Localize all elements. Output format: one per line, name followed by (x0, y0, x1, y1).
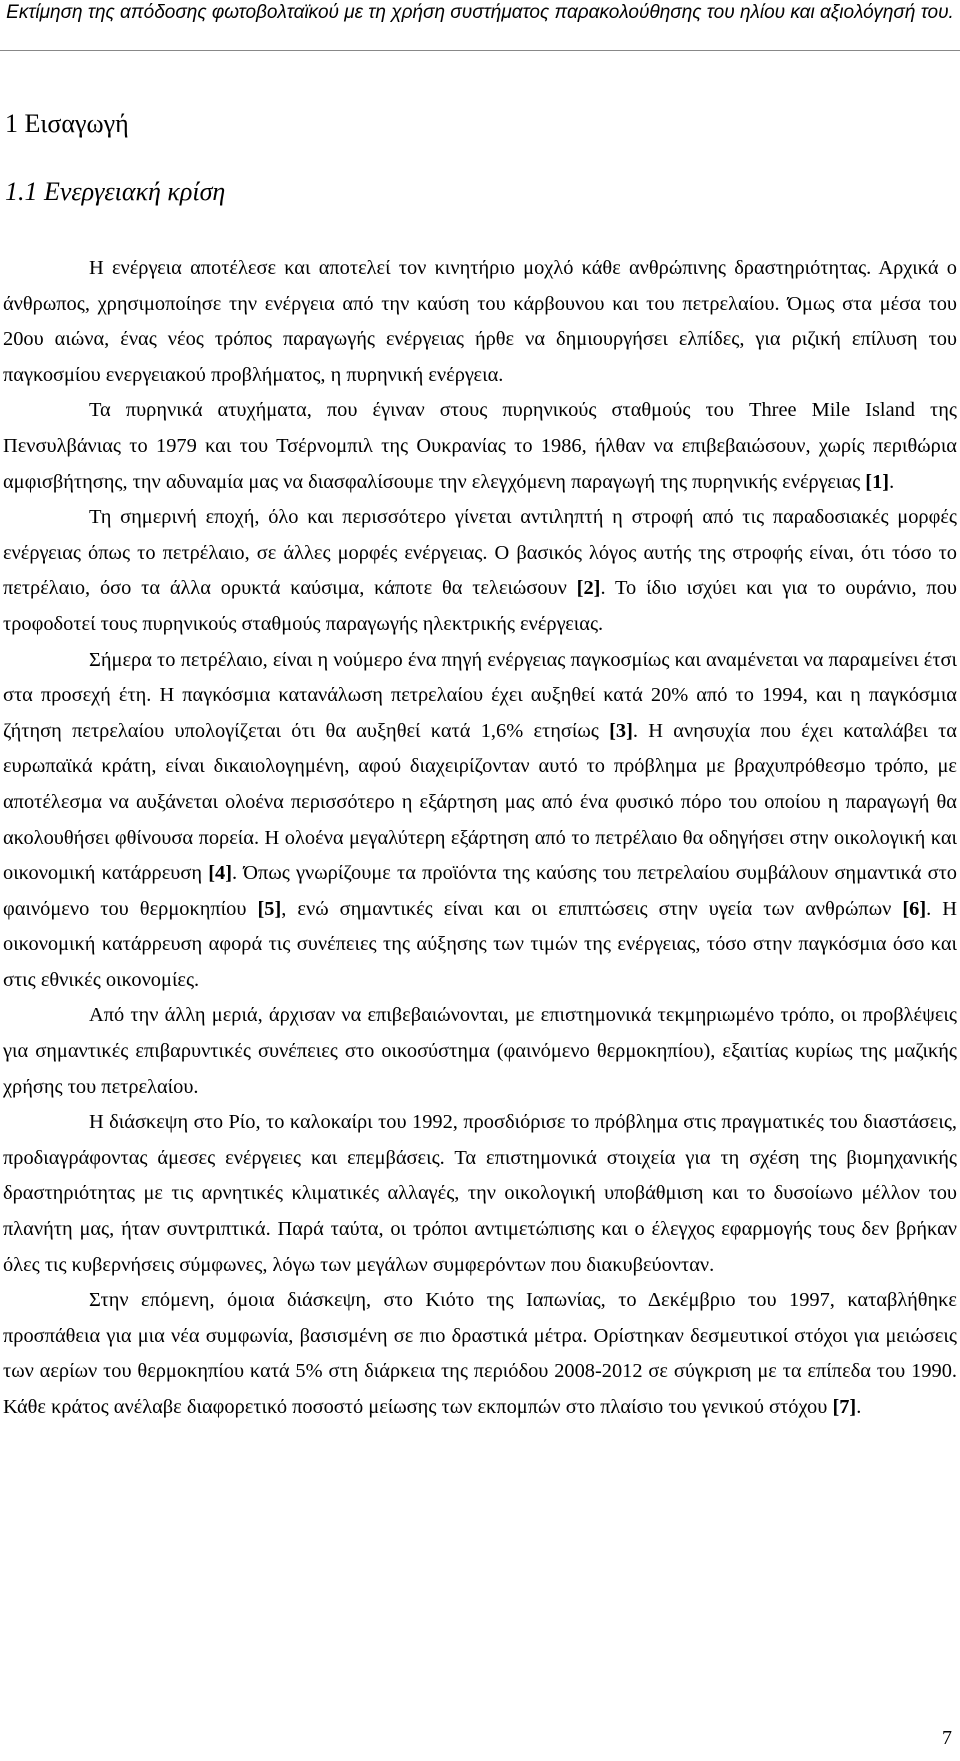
citation-ref: [4] (208, 862, 232, 885)
subsection-heading: 1.1 Ενεργειακή κρίση (5, 177, 226, 206)
paragraph (3, 393, 957, 500)
running-header-title: Εκτίμηση της απόδοσης φωτοβολταϊκού με τη χρήση συστήματος παρακολούθησης του ηλίου και αξιολόγησή του. (6, 2, 954, 23)
paragraph (3, 643, 957, 999)
citation-ref: [1] (865, 470, 890, 493)
text-run: . (889, 470, 895, 493)
text-run: . Το ίδιο ισχύει και για το ουράνιο, που τροφοδοτεί τους πυρηνικούς σταθμούς παραγωγής ηλεκτρικής ενέργειας. (3, 577, 957, 635)
text-run: Τα πυρηνικά ατυχήματα, που έγιναν στους πυρηνικούς σταθμούς του Three Mile Island της Πενσυλβάνιας το 1979 και του Τσέρνομπιλ της Ουκρανίας το 1986, ήλθαν να επιβεβαιώσουν, χωρίς περιθώρια αμφισβήτησης, την αδυναμία μας να διασφαλίσουμε την ελεγχόμενη παραγωγή της πυρηνικής ενέργειας (3, 399, 957, 493)
paragraph (3, 500, 957, 642)
citation-ref: [6] (902, 897, 927, 920)
text-run: . Όπως γνωρίζουμε τα προϊόντα της καύσης του πετρελαίου συμβάλουν σημαντικά στο φαινόμενο του θερμοκηπίου (3, 862, 957, 920)
text-run: Στην επόμενη, όμοια διάσκεψη, στο Κιότο της Ιαπωνίας, το Δεκέμβριο του 1997, καταβλήθηκε προσπάθεια για μια νέα συμφωνία, βασισμένη σε πιο δραστικά μέτρα. Ορίστηκαν δεσμευτικοί στόχοι για μειώσεις των αερίων του θερμοκηπίου κατά 5% στη διάρκεια της περιόδου 2008-2012 σε σύγκριση με τα επίπεδα του 1990. Κάθε κράτος ανέλαβε διαφορετικό ποσοστό μείωσης των εκπομπών στο πλαίσιο του γενικού στόχου (3, 1289, 957, 1418)
text-run: Από την άλλη μεριά, άρχισαν να επιβεβαιώνονται, με επιστημονικά τεκμηριωμένο τρόπο, οι προβλέψεις για σημαντικές επιβαρυντικές συνέπειες στο οικοσύστημα (φαινόμενο θερμοκηπίου), εξαιτίας κυρίως της μαζικής χρήσης του πετρελαίου. (3, 1004, 957, 1098)
citation-ref: [3] (609, 719, 633, 742)
body-text (3, 251, 957, 1426)
text-run: . (856, 1396, 862, 1418)
text-run: Η ενέργεια αποτέλεσε και αποτελεί τον κινητήριο μοχλό κάθε ανθρώπινης δραστηριότητας. Αρχικά ο άνθρωπος, χρησιμοποίησε την ενέργεια από την καύση του κάρβουνου και του πετρελαίου. Όμως στα μέσα του 20ου αιώνα, ένας νέος τρόπος παραγωγής ενέργειας ήρθε να δημιουργήσει ελπίδες, για ριζική επίλυση του παγκοσμίου ενεργειακού προβλήματος, η πυρηνική ενέργεια. (3, 257, 957, 386)
citation-ref: [2] (576, 577, 601, 600)
text-run: Η διάσκεψη στο Ρίο, το καλοκαίρι του 1992, προσδιόρισε το πρόβλημα στις πραγματικές του διαστάσεις, προδιαγράφοντας άμεσες ενέργειες και επεμβάσεις. Τα επιστημονικά στοιχεία για τη σχέση της βιομηχανικής δραστηριότητας με τις αρνητικές κλιματικές αλλαγές, την οικολογική υποβάθμιση και το δυσοίωνο μέλλον του πλανήτη μας, ήταν συντριπτικά. Παρά ταύτα, οι τρόποι αντιμετώπισης και ο έλεγχος εφαρμογής τους δεν βρήκαν όλες τις κυβερνήσεις σύμφωνες, λόγω των μεγάλων συμφερόντων που διακυβεύονταν. (3, 1111, 957, 1276)
text-run: Σήμερα το πετρέλαιο, είναι η νούμερο ένα πηγή ενέργειας παγκοσμίως και αναμένεται να παραμείνει έτσι στα προσεχή έτη. Η παγκόσμια κατανάλωση πετρελαίου έχει αυξηθεί κατά 20% από το 1994, και η παγκόσμια ζήτηση πετρελαίου υπολογίζεται ότι θα αυξηθεί κατά 1,6% ετησίως (3, 648, 957, 742)
text-run: Τη σημερινή εποχή, όλο και περισσότερο γίνεται αντιληπτή η στροφή από τις παραδοσιακές μορφές ενέργειας όπως το πετρέλαιο, σε άλλες μορφές ενέργειας. Ο βασικός λόγος αυτής της στροφής είναι, ότι τόσο το πετρέλαιο, όσο τα άλλα ορυκτά καύσιμα, κάποτε θα τελειώσουν (3, 506, 957, 600)
page-number: 7 (942, 1727, 952, 1749)
citation-ref: [5] (257, 897, 282, 920)
text-run: . Η οικονομική κατάρρευση αφορά τις συνέπειες της αύξησης των τιμών της ενέργειας, τόσο στην παγκόσμια όσο και στις εθνικές οικονομίες. (3, 897, 958, 991)
paragraph (3, 1283, 957, 1425)
running-header (0, 0, 960, 25)
paragraph (3, 998, 957, 1105)
paragraph (3, 251, 957, 393)
text-run: , ενώ σημαντικές είναι και οι επιπτώσεις στην υγεία των ανθρώπων (281, 897, 903, 920)
section-heading: 1 Εισαγωγή (5, 109, 129, 138)
citation-ref: [7] (832, 1396, 857, 1418)
header-rule (0, 50, 960, 51)
text-run: . Η ανησυχία που έχει καταλάβει τα ευρωπαϊκά κράτη, είναι δικαιολογημένη, αφού διαχειρίζονταν αυτό το πρόβλημα με βραχυπρόθεσμο τρόπο, με αποτέλεσμα να αυξάνεται ολοένα περισσότερο η εξάρτηση μας από ένα φυσικό πόρο του οποίου η παραγωγή θα ακολουθήσει φθίνουσα πορεία. Η ολοένα μεγαλύτερη εξάρτηση από το πετρέλαιο θα οδηγήσει στην οικολογική και οικονομική κατάρρευση (3, 719, 957, 885)
paragraph (3, 1105, 957, 1283)
